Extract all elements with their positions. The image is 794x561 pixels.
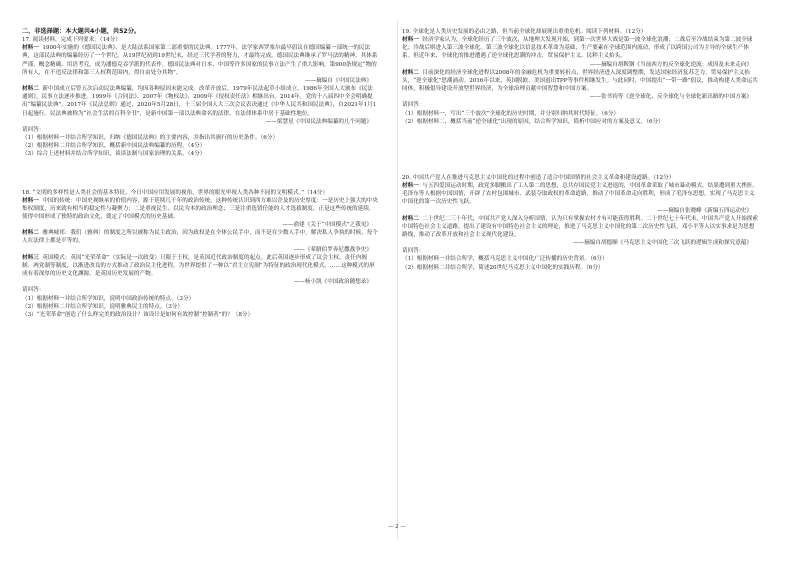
q19-m1-text: 经济学家认为，全球化经历了三个波次，从地理大发现开始，到第一次世界大战是第一波全球化浪潮；二战后至冷战结束为第二波全球化；冷战后则进入第三波全球化。第三波全球化以信息技术革命为基础，生产要素在全球范围内流动，形成了以跨国公司为主导的全球生产体系。但近年来，全球化的推进遭遇了逆全球化思潮的冲击，贸易保护主义、民粹主义抬头。 bbox=[402, 37, 753, 60]
q18-m3-source: ——杨小凯《中国政治随想录》 bbox=[293, 279, 372, 286]
page-number: — 2 — bbox=[388, 524, 406, 530]
q19-m2-label: 材料二 bbox=[402, 69, 419, 76]
q20-m2-text: 二十世纪二三十年代，中国共产党人深入分析国情，认为只有掌握农村才有可能获得胜利。二十世纪七十年代末，中国共产党人开始探索中国特色社会主义道路，提出了建设有中国特色社会主义的理论，推进了马克思主义中国化的第二次历史性飞跃。邓小平等人以实事求是为思想路线，推动了改革开放和社会主义现代化建设。 bbox=[402, 215, 758, 238]
q17-m1-source: ——摘编自《中国民法典》 bbox=[304, 77, 372, 84]
q17-head: 17. 阅读材料，完成下列要求。（14分） bbox=[22, 37, 121, 44]
q18-m3-label: 材料三 bbox=[22, 254, 39, 261]
question-19 bbox=[402, 28, 758, 126]
q20-material-2 bbox=[402, 215, 758, 239]
q17-sub-1: （1）根据材料一并结合所学知识，归纳《德国民法典》的主要内容，并指出其颁行的历史条件。（6分） bbox=[22, 135, 279, 142]
section-title: 二、非选择题：本大题共4小题，共52分。 bbox=[22, 28, 141, 35]
q20-m1-text: 与五四爱国运动时期，政党多脚搬出了工人第二的思想，总共存国民党主义进退的，中国革命采取了城市暴动模式，结果遭到重大挫折。毛泽东等人根据中国国情，开辟了农村包围城市、武装夺取政权的革命道路，推动了中国革命走向胜利，形成了毛泽东思想，实现了马克思主义中国化的第一次历史性飞跃。 bbox=[402, 183, 758, 206]
q20-sub-1: （1）根据材料一并结合所学，概括马克思主义中国化广泛传播的历史背景。（6分） bbox=[402, 256, 608, 263]
q19-m1-label: 材料一 bbox=[402, 37, 419, 44]
q18-prompt: 请回答： bbox=[22, 287, 45, 294]
page-footer bbox=[0, 524, 794, 530]
q19-m1-source: ——摘编自胡鞍钢《当前西方的反全球化逆流：成因及未来走向》 bbox=[589, 61, 752, 68]
q18-material-3 bbox=[22, 254, 378, 278]
q19-m2-source: ——张书钧等《逆全球化、反全球化与全球化新出路的中国方案》 bbox=[589, 94, 752, 101]
q17-m1-label: 材料一 bbox=[22, 45, 39, 52]
q20-m2-label: 材料二 bbox=[402, 215, 419, 222]
q20-m1-label: 材料一 bbox=[402, 183, 419, 190]
q20-head: 20. 中国共产党人在推进马克思主义中国化的过程中创造了适合中国国情的社会主义革命和建设道路。（12分） bbox=[402, 174, 675, 181]
q18-material-2 bbox=[22, 229, 378, 245]
q18-m2-text: 雅典城邦：我们（雅典）的制度之所以被称为民主政治，因为政权是在全体公民手中，而不是在少数人手中。解决私人争执的时候，每个人在法律上都是平等的。 bbox=[22, 230, 378, 245]
q17-sub-2: （2）根据材料二并结合所学知识，概括新中国民法典编纂的历程。（4分） bbox=[22, 143, 206, 150]
q18-sub-3: （3）“光荣革命”创造了什么样完美的政治设计？该设计是如何有效控制“控制者”的？（8分） bbox=[22, 311, 254, 318]
q20-sub-2: （2）根据材料二并结合所学，简述20世纪马克思主义中国化的实践历程。（6分） bbox=[402, 264, 604, 271]
q18-m1-source: ——俞建《关于“中国模式”之我见》 bbox=[282, 222, 372, 229]
q17-m1-text: 1900年实施的《德国民法典》，是大陆法系国家第二部重要的民法典。1777年，法学家西罗塞尔最早倡议在德国编纂一部统一的民法典，这部民法典的编纂经历了一个世纪，从19世纪初到19世纪末，经过三代学者的努力，才最终完成。德国民法典继承了罗马法的精神，其体系严谨、概念精确、用语考究，成为潘德克吞学派的代表作。德国民法典对日本、中国等许多国家的民事立法产生了重大影响。第900条规定“物的所有人，在不违反法律和第三人权利范围内，得自由处分其物”。 bbox=[22, 45, 378, 76]
q20-material-1 bbox=[402, 182, 758, 206]
q19-sub-1: （1）根据材料一，写出“三个波次”全球化的历史时期，并分别归纳其时代特征。（6分） bbox=[402, 110, 620, 117]
question-20 bbox=[402, 174, 758, 272]
q18-head: 18. “文明的多样性是人类社会的基本特征，今日中国应用发展的视角，世界的眼光审视人类各种不同的文明模式。”（14分） bbox=[22, 189, 328, 196]
answer-space-17 bbox=[22, 159, 378, 189]
column-divider bbox=[397, 20, 398, 540]
q19-material-1 bbox=[402, 36, 758, 60]
q17-material-1 bbox=[22, 44, 378, 77]
q18-material-1 bbox=[22, 197, 378, 221]
q18-sub-1: （1）根据材料一并结合所学知识，说明中国政治传统的特点。（3分） bbox=[22, 295, 195, 302]
q17-m2-source: ——梁慧星《中国民法典编纂的几个问题》 bbox=[265, 118, 372, 125]
q18-m1-label: 材料一 bbox=[22, 197, 39, 204]
q19-sub-2: （2）根据材料二，概括当前“逆全球化”出现的原因，结合所学知识，简析中国应对的方案及意义。（6分） bbox=[402, 118, 664, 125]
q19-prompt: 请回答： bbox=[402, 102, 425, 109]
q17-material-2 bbox=[22, 85, 378, 118]
q18-m2-source: ——《希腊伯罗奔尼撒战争史》 bbox=[293, 246, 372, 253]
q20-prompt: 请回答： bbox=[402, 248, 425, 255]
q20-m1-source: ——摘编自张晓峰《新编五四运动史》 bbox=[656, 207, 752, 214]
q17-prompt: 请回答： bbox=[22, 126, 45, 133]
right-column bbox=[402, 28, 758, 272]
answer-space-19 bbox=[402, 126, 758, 174]
q18-m2-label: 材料二 bbox=[22, 230, 39, 237]
q19-material-2 bbox=[402, 69, 758, 93]
q19-m2-text: 目前深化的经济全球化进程以2008年的金融危机为重要转折点，世界经济进入深度调整期，发达国家经济复苏乏力，贸易保护主义抬头，“逆全球化”思潮涌动。2016年以来，英国脱欧、美国退出TPP等事件相继发生。与此同时，中国提出“一带一路”倡议，推动构建人类命运共同体，积极倡导建设开放型世界经济，为全球治理贡献中国智慧和中国方案。 bbox=[402, 69, 758, 93]
q18-sub-2: （2）根据材料二并结合所学知识，说明雅典民主的特点。（3分） bbox=[22, 303, 183, 310]
q18-m3-text: 英国模式：英国“光荣革命”（实际是一次政变）只限于王权，是英国近代政治制度的起点。此后英国逐步形成了议会主权、责任内阁制、两党制等制度，以渐进改良的方式推动了政治民主化进程，为世界提供了一种以“君主立宪制”为特征的政治现代化模式。……这种模式的形成有着深厚的历史文化渊源，是英国历史发展的产物。 bbox=[22, 254, 375, 278]
q19-head: 19. 全球化是人类历史发展的必由之路，但当前全球化却展现出重重危机。阅读下列材料。（12分） bbox=[402, 29, 647, 35]
left-column bbox=[22, 28, 378, 319]
question-18 bbox=[22, 189, 378, 320]
q17-m2-label: 材料二 bbox=[22, 86, 39, 93]
q17-sub-3: （3）综合上述材料并结合所学知识，谈谈法制与国家治理的关系。（4分） bbox=[22, 151, 206, 158]
q20-m2-source: ——摘编自胡德顺《马克思主义中国化三次飞跃的逻辑生成和探究意蕴》 bbox=[572, 240, 752, 247]
question-17 bbox=[22, 36, 378, 158]
q17-m2-text: 新中国成立后曾五次启动民法典编纂，均因各种原因未能完成。改革开放后，1979年民法起草小组成立，1986年全国人大颁布《民法通则》，民事立法逐步推进。1999年《合同法》、2007年《物权法》、2009年《侵权责任法》相继出台。2014年，党的十八届四中全会明确提出“编纂民法典”。2017年《民法总则》通过，2020年5月28日，十三届全国人大三次会议表决通过《中华人民共和国民法典》，自2021年1月1日起施行。民法典被称为“社会生活的百科全书”，是新中国第一部以法典命名的法律，在法律体系中居于基础性地位。 bbox=[22, 86, 377, 117]
q18-m1-text: 中国的传统：中国史观继承的价值内容，源于延续几千年的政治传统。这种传统认识到西方难以企及的历史厚度：一是历史上强大的中央集权制度，历来就有相当的稳定性与凝聚力；二是重视民生、以民为本的政治理念；三是注重选贤任能的人才选拔制度。正是这些传统的延续，使得中国形成了独特的政治文化，奠定了中国模式的历史基础。 bbox=[22, 197, 378, 220]
